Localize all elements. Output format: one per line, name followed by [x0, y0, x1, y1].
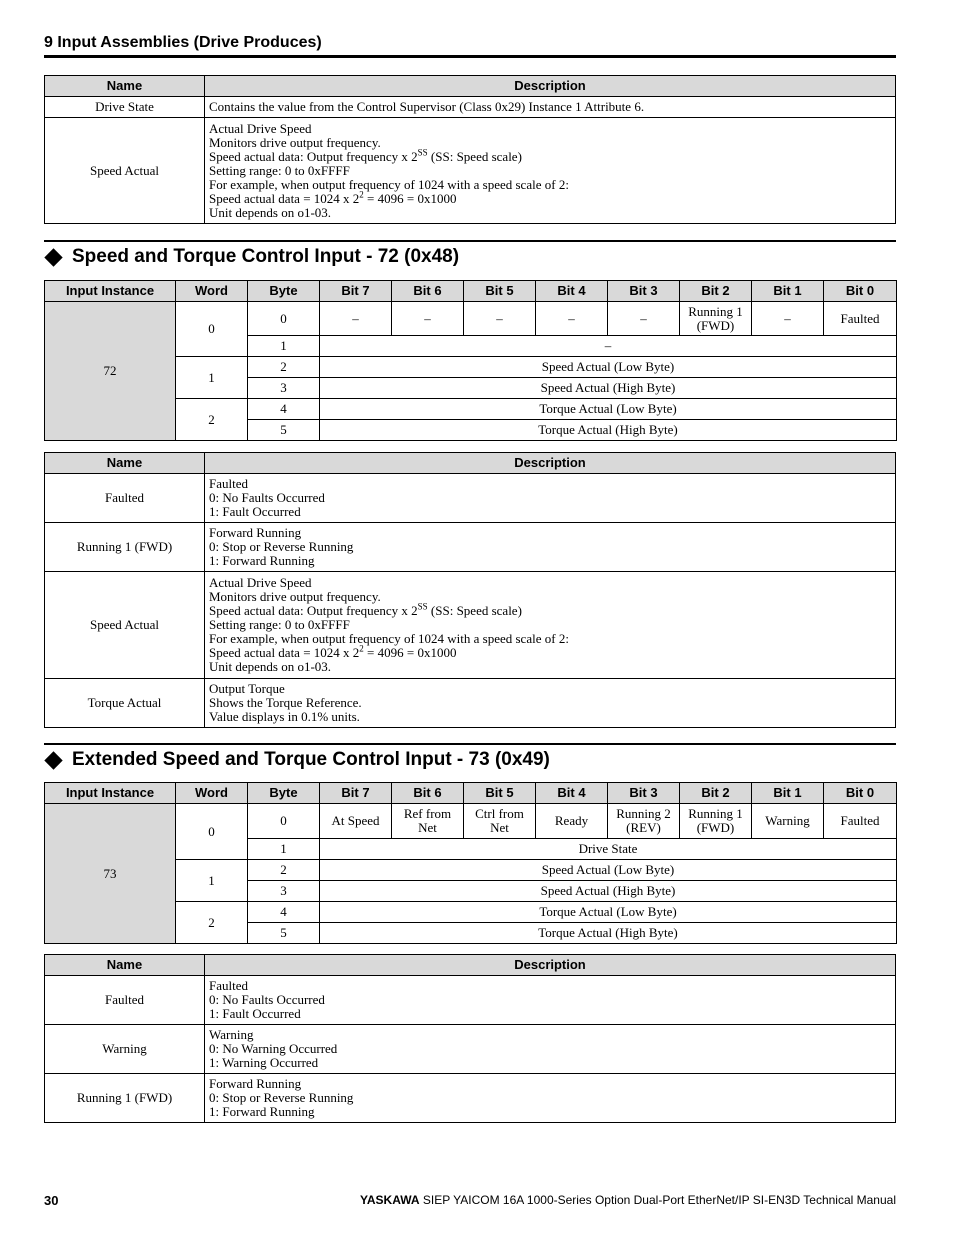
bit-cell: – [320, 302, 392, 336]
row-name: Torque Actual [45, 679, 205, 728]
row-desc [205, 572, 896, 679]
desc-text: Speed actual data = 1024 x 2 [209, 190, 360, 206]
bit-cell: Faulted [824, 302, 897, 336]
desc-line: 0: Stop or Reverse Running [209, 1090, 354, 1105]
desc-line: Actual Drive Speed [209, 120, 312, 136]
desc-line: Unit depends on o1-03. [209, 204, 332, 220]
table-row [45, 976, 896, 1025]
desc-line: Faulted [209, 476, 248, 491]
col-input-instance: Input Instance [45, 281, 176, 302]
desc-line: For example, when output frequency of 1024 with a speed scale of 2: [209, 176, 569, 192]
desc-line: 0: No Warning Occurred [209, 1041, 338, 1056]
bit-cell: – [608, 302, 680, 336]
table-row [45, 97, 896, 118]
word-cell: 0 [176, 804, 248, 860]
superscript: SS [417, 601, 428, 612]
desc-line: Output Torque [209, 681, 285, 696]
bit-cell: – [464, 302, 536, 336]
desc-text: Speed actual data: Output frequency x 2 [209, 148, 418, 164]
col-bit2: Bit 2 [680, 281, 752, 302]
byte-cell: 2 [248, 357, 320, 378]
superscript: SS [417, 147, 428, 158]
col-name: Name [45, 453, 205, 474]
bit-cell: Ctrl from Net [464, 804, 536, 839]
table-row [45, 572, 896, 679]
desc-line: Actual Drive Speed [209, 575, 312, 590]
desc-line: 1: Forward Running [209, 1104, 315, 1119]
bit-cell: Running 1 (FWD) [680, 302, 752, 336]
table-row [45, 1074, 896, 1123]
byte-cell: 1 [248, 336, 320, 357]
col-bit4: Bit 4 [536, 281, 608, 302]
byte-value: Speed Actual (Low Byte) [320, 357, 897, 378]
chapter-rule [44, 55, 896, 58]
desc-line: 0: No Faults Occurred [209, 992, 325, 1007]
row-name: Speed Actual [45, 118, 205, 224]
word-cell: 0 [176, 302, 248, 357]
col-description: Description [205, 76, 896, 97]
byte-cell: 5 [248, 923, 320, 944]
col-bit6: Bit 6 [392, 281, 464, 302]
desc-line: 1: Fault Occurred [209, 504, 301, 519]
table-descriptions-73 [44, 954, 896, 1123]
byte-cell: 4 [248, 399, 320, 420]
bit-cell: – [536, 302, 608, 336]
desc-line: 1: Forward Running [209, 553, 315, 568]
desc-text: Speed actual data = 1024 x 2 [209, 645, 360, 660]
byte-cell: 3 [248, 881, 320, 902]
bit-cell: Ready [536, 804, 608, 839]
superscript: 2 [359, 643, 364, 654]
section-72-heading [44, 240, 896, 268]
page-number: 30 [44, 1193, 59, 1208]
byte-value: Speed Actual (High Byte) [320, 378, 897, 399]
col-bit2: Bit 2 [680, 783, 752, 804]
section-title: Speed and Torque Control Input - 72 (0x48) [72, 246, 460, 267]
desc-line: 1: Fault Occurred [209, 1006, 301, 1021]
desc-line: Setting range: 0 to 0xFFFF [209, 617, 350, 632]
table-row [45, 118, 896, 224]
col-bit1: Bit 1 [752, 281, 824, 302]
desc-line [209, 147, 891, 164]
row-name: Running 1 (FWD) [45, 1074, 205, 1123]
word-cell: 2 [176, 399, 248, 441]
col-byte: Byte [248, 783, 320, 804]
desc-line: Setting range: 0 to 0xFFFF [209, 162, 350, 178]
table-descriptions-72 [44, 452, 896, 728]
desc-line [209, 601, 891, 618]
section-title: Extended Speed and Torque Control Input - 73 (0x49) [72, 749, 550, 770]
table-row [45, 1025, 896, 1074]
desc-line: 0: Stop or Reverse Running [209, 539, 354, 554]
word-cell: 1 [176, 357, 248, 399]
col-byte: Byte [248, 281, 320, 302]
table-row [45, 302, 897, 336]
row-name: Warning [45, 1025, 205, 1074]
desc-line: Value displays in 0.1% units. [209, 709, 360, 724]
row-name: Faulted [45, 976, 205, 1025]
byte-cell: 2 [248, 860, 320, 881]
desc-line [209, 189, 891, 206]
desc-line: Monitors drive output frequency. [209, 589, 381, 604]
row-name: Running 1 (FWD) [45, 523, 205, 572]
table-row [45, 523, 896, 572]
bit-cell: At Speed [320, 804, 392, 839]
byte-value: Speed Actual (High Byte) [320, 881, 897, 902]
diamond-bullet-icon [44, 248, 62, 266]
row-desc [205, 976, 896, 1025]
table-row [45, 679, 896, 728]
col-bit6: Bit 6 [392, 783, 464, 804]
row-desc [205, 523, 896, 572]
desc-line: 1: Warning Occurred [209, 1055, 319, 1070]
byte-cell: 0 [248, 302, 320, 336]
section-rule [44, 240, 896, 242]
desc-text: (SS: Speed scale) [427, 148, 522, 164]
input-instance-cell: 73 [45, 804, 176, 944]
bit-cell: Running 1 (FWD) [680, 804, 752, 839]
desc-text: (SS: Speed scale) [427, 603, 522, 618]
manual-name: SIEP YAICOM 16A 1000-Series Option Dual-Port EtherNet/IP SI-EN3D Technical Manual [419, 1193, 896, 1207]
col-bit4: Bit 4 [536, 783, 608, 804]
byte-cell: 3 [248, 378, 320, 399]
col-bit7: Bit 7 [320, 281, 392, 302]
row-desc [205, 1074, 896, 1123]
table-instance-72 [44, 280, 897, 441]
bit-cell: Warning [752, 804, 824, 839]
row-name: Speed Actual [45, 572, 205, 679]
table-row [45, 474, 896, 523]
byte-cell: 1 [248, 839, 320, 860]
bit-cell: – [392, 302, 464, 336]
byte-value: Speed Actual (Low Byte) [320, 860, 897, 881]
byte-cell: 0 [248, 804, 320, 839]
byte-cell: 5 [248, 420, 320, 441]
bit-cell: Running 2 (REV) [608, 804, 680, 839]
col-bit5: Bit 5 [464, 281, 536, 302]
byte-value: Torque Actual (Low Byte) [320, 902, 897, 923]
col-bit5: Bit 5 [464, 783, 536, 804]
table-instance-73 [44, 782, 897, 944]
desc-text: = 4096 = 0x1000 [363, 190, 457, 206]
bit-cell: Ref from Net [392, 804, 464, 839]
byte-value: – [320, 336, 897, 357]
col-bit0: Bit 0 [824, 783, 897, 804]
col-bit3: Bit 3 [608, 281, 680, 302]
col-word: Word [176, 281, 248, 302]
desc-line: Faulted [209, 978, 248, 993]
desc-line: Unit depends on o1-03. [209, 659, 332, 674]
row-desc: Contains the value from the Control Supervisor (Class 0x29) Instance 1 Attribute 6. [205, 97, 896, 118]
diamond-bullet-icon [44, 751, 62, 769]
col-description: Description [205, 453, 896, 474]
row-name: Faulted [45, 474, 205, 523]
desc-text: Speed actual data: Output frequency x 2 [209, 603, 418, 618]
desc-line [209, 643, 891, 660]
byte-value: Torque Actual (High Byte) [320, 923, 897, 944]
byte-value: Drive State [320, 839, 897, 860]
col-bit1: Bit 1 [752, 783, 824, 804]
table-drive-state [44, 75, 896, 224]
col-name: Name [45, 76, 205, 97]
byte-cell: 4 [248, 902, 320, 923]
word-cell: 1 [176, 860, 248, 902]
row-desc [205, 1025, 896, 1074]
desc-text: = 4096 = 0x1000 [363, 645, 457, 660]
byte-value: Torque Actual (Low Byte) [320, 399, 897, 420]
desc-line: 0: No Faults Occurred [209, 490, 325, 505]
brand-name: YASKAWA [359, 1193, 420, 1207]
row-desc [205, 118, 896, 224]
desc-line: Monitors drive output frequency. [209, 134, 381, 150]
input-instance-cell: 72 [45, 302, 176, 441]
desc-line: Forward Running [209, 1076, 302, 1091]
col-bit0: Bit 0 [824, 281, 897, 302]
col-name: Name [45, 955, 205, 976]
superscript: 2 [359, 189, 364, 200]
word-cell: 2 [176, 902, 248, 944]
manual-title [360, 1193, 896, 1207]
bit-cell: – [752, 302, 824, 336]
section-rule [44, 743, 896, 745]
desc-line: Forward Running [209, 525, 302, 540]
desc-line: Shows the Torque Reference. [209, 695, 362, 710]
section-73-heading [44, 743, 896, 771]
table-row [45, 804, 897, 839]
desc-line: For example, when output frequency of 1024 with a speed scale of 2: [209, 631, 569, 646]
col-input-instance: Input Instance [45, 783, 176, 804]
row-name: Drive State [45, 97, 205, 118]
col-bit3: Bit 3 [608, 783, 680, 804]
bit-cell: Faulted [824, 804, 897, 839]
row-desc [205, 474, 896, 523]
chapter-title: 9 Input Assemblies (Drive Produces) [44, 34, 322, 51]
desc-line: Warning [209, 1027, 254, 1042]
col-description: Description [205, 955, 896, 976]
row-desc [205, 679, 896, 728]
col-bit7: Bit 7 [320, 783, 392, 804]
byte-value: Torque Actual (High Byte) [320, 420, 897, 441]
col-word: Word [176, 783, 248, 804]
